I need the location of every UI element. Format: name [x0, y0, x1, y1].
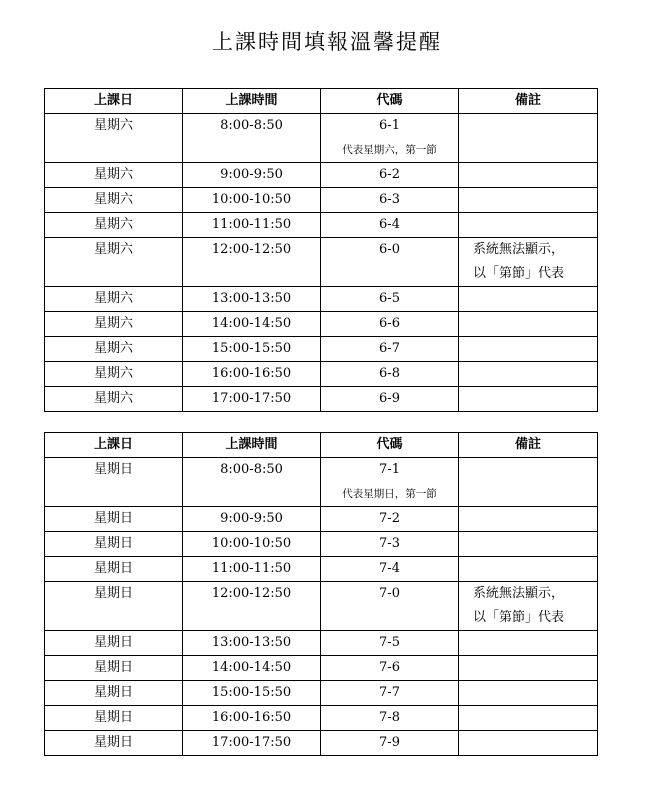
code-cell	[321, 238, 459, 287]
code-cell	[321, 114, 459, 163]
table-row	[45, 582, 598, 631]
day-cell: 星期六	[45, 312, 183, 337]
remark-line: 以「第節」代表	[473, 266, 565, 281]
time-cell: 11:00-11:50	[183, 213, 321, 238]
code-note: 代表星期日，第一節	[342, 488, 437, 500]
remark-cell	[459, 163, 598, 188]
code-value: 7-0	[379, 586, 400, 601]
time-cell: 16:00-16:50	[183, 706, 321, 731]
time-cell: 15:00-15:50	[183, 681, 321, 706]
day-cell: 星期日	[45, 458, 183, 507]
remark-line: 系統無法顯示，	[473, 586, 565, 601]
time-cell: 9:00-9:50	[183, 507, 321, 532]
code-cell	[321, 387, 459, 412]
remark-cell	[459, 582, 598, 631]
code-cell	[321, 731, 459, 756]
code-value: 6-3	[379, 192, 400, 207]
code-cell	[321, 188, 459, 213]
header-day: 上課日	[45, 433, 183, 458]
time-cell: 14:00-14:50	[183, 656, 321, 681]
code-value: 7-5	[379, 635, 400, 650]
table-row	[45, 557, 598, 582]
day-cell: 星期日	[45, 631, 183, 656]
code-cell	[321, 656, 459, 681]
table-header-row	[45, 89, 598, 114]
code-cell	[321, 213, 459, 238]
day-cell: 星期六	[45, 213, 183, 238]
table-row	[45, 731, 598, 756]
table-row	[45, 532, 598, 557]
remark-cell	[459, 287, 598, 312]
code-value: 7-9	[379, 735, 400, 750]
code-cell	[321, 312, 459, 337]
code-value: 7-6	[379, 660, 400, 675]
time-cell: 15:00-15:50	[183, 337, 321, 362]
header-time: 上課時間	[183, 433, 321, 458]
day-cell: 星期日	[45, 681, 183, 706]
day-cell: 星期日	[45, 532, 183, 557]
day-cell: 星期六	[45, 163, 183, 188]
header-code: 代碼	[321, 89, 459, 114]
remark-cell	[459, 507, 598, 532]
time-cell: 16:00-16:50	[183, 362, 321, 387]
remark-cell	[459, 681, 598, 706]
code-value: 6-0	[379, 242, 400, 257]
day-cell: 星期六	[45, 114, 183, 163]
day-cell: 星期六	[45, 188, 183, 213]
remark-cell	[459, 312, 598, 337]
code-value: 6-7	[379, 341, 400, 356]
table-row	[45, 337, 598, 362]
remark-cell	[459, 557, 598, 582]
code-value: 7-7	[379, 685, 400, 700]
time-cell: 13:00-13:50	[183, 287, 321, 312]
code-cell	[321, 362, 459, 387]
time-cell: 13:00-13:50	[183, 631, 321, 656]
code-cell	[321, 507, 459, 532]
remark-cell	[459, 656, 598, 681]
code-value: 6-9	[379, 391, 400, 406]
time-cell: 17:00-17:50	[183, 387, 321, 412]
header-remark: 備註	[459, 433, 598, 458]
time-cell: 8:00-8:50	[183, 458, 321, 507]
table-row	[45, 362, 598, 387]
day-cell: 星期日	[45, 507, 183, 532]
remark-cell	[459, 706, 598, 731]
time-cell: 14:00-14:50	[183, 312, 321, 337]
day-cell: 星期六	[45, 287, 183, 312]
table-row	[45, 114, 598, 163]
remark-cell	[459, 458, 598, 507]
code-cell	[321, 631, 459, 656]
table-row	[45, 631, 598, 656]
day-cell: 星期六	[45, 337, 183, 362]
remark-line: 系統無法顯示，	[473, 242, 565, 257]
code-cell	[321, 582, 459, 631]
table-row	[45, 312, 598, 337]
header-code: 代碼	[321, 433, 459, 458]
day-cell: 星期日	[45, 656, 183, 681]
time-cell: 9:00-9:50	[183, 163, 321, 188]
time-cell: 8:00-8:50	[183, 114, 321, 163]
day-cell: 星期日	[45, 557, 183, 582]
header-time: 上課時間	[183, 89, 321, 114]
day-cell: 星期六	[45, 362, 183, 387]
time-cell: 11:00-11:50	[183, 557, 321, 582]
remark-cell	[459, 114, 598, 163]
header-day: 上課日	[45, 89, 183, 114]
code-value: 7-2	[379, 511, 400, 526]
remark-cell	[459, 238, 598, 287]
code-cell	[321, 681, 459, 706]
day-cell: 星期日	[45, 582, 183, 631]
time-cell: 12:00-12:50	[183, 582, 321, 631]
code-cell	[321, 337, 459, 362]
page-title: 上課時間填報溫馨提醒	[212, 30, 442, 54]
time-cell: 17:00-17:50	[183, 731, 321, 756]
code-value: 7-3	[379, 536, 400, 551]
code-value: 6-8	[379, 366, 400, 381]
remark-cell	[459, 188, 598, 213]
code-note: 代表星期六，第一節	[342, 144, 437, 156]
saturday-schedule-table	[44, 88, 598, 412]
code-value: 6-4	[379, 217, 400, 232]
remark-cell	[459, 387, 598, 412]
day-cell: 星期六	[45, 238, 183, 287]
table-row	[45, 287, 598, 312]
time-cell: 10:00-10:50	[183, 188, 321, 213]
code-value: 7-4	[379, 561, 400, 576]
code-value: 7-8	[379, 710, 400, 725]
table-row	[45, 238, 598, 287]
table-row	[45, 213, 598, 238]
code-cell	[321, 163, 459, 188]
table-row	[45, 458, 598, 507]
table-row	[45, 163, 598, 188]
code-cell	[321, 706, 459, 731]
time-cell: 10:00-10:50	[183, 532, 321, 557]
table-row	[45, 706, 598, 731]
day-cell: 星期日	[45, 706, 183, 731]
table-row	[45, 188, 598, 213]
code-cell	[321, 287, 459, 312]
remark-cell	[459, 731, 598, 756]
remark-line: 以「第節」代表	[473, 610, 565, 625]
code-value: 6-6	[379, 316, 400, 331]
code-value: 7-1	[379, 462, 400, 477]
remark-cell	[459, 337, 598, 362]
code-value: 6-5	[379, 291, 400, 306]
code-cell	[321, 532, 459, 557]
time-cell: 12:00-12:50	[183, 238, 321, 287]
table-header-row	[45, 433, 598, 458]
remark-cell	[459, 362, 598, 387]
remark-cell	[459, 213, 598, 238]
sunday-schedule-table	[44, 432, 598, 756]
table-row	[45, 387, 598, 412]
table-row	[45, 507, 598, 532]
header-remark: 備註	[459, 89, 598, 114]
day-cell: 星期六	[45, 387, 183, 412]
remark-cell	[459, 532, 598, 557]
remark-cell	[459, 631, 598, 656]
code-cell	[321, 458, 459, 507]
day-cell: 星期日	[45, 731, 183, 756]
code-cell	[321, 557, 459, 582]
code-value: 6-1	[379, 118, 400, 133]
table-row	[45, 656, 598, 681]
code-value: 6-2	[379, 167, 400, 182]
table-row	[45, 681, 598, 706]
